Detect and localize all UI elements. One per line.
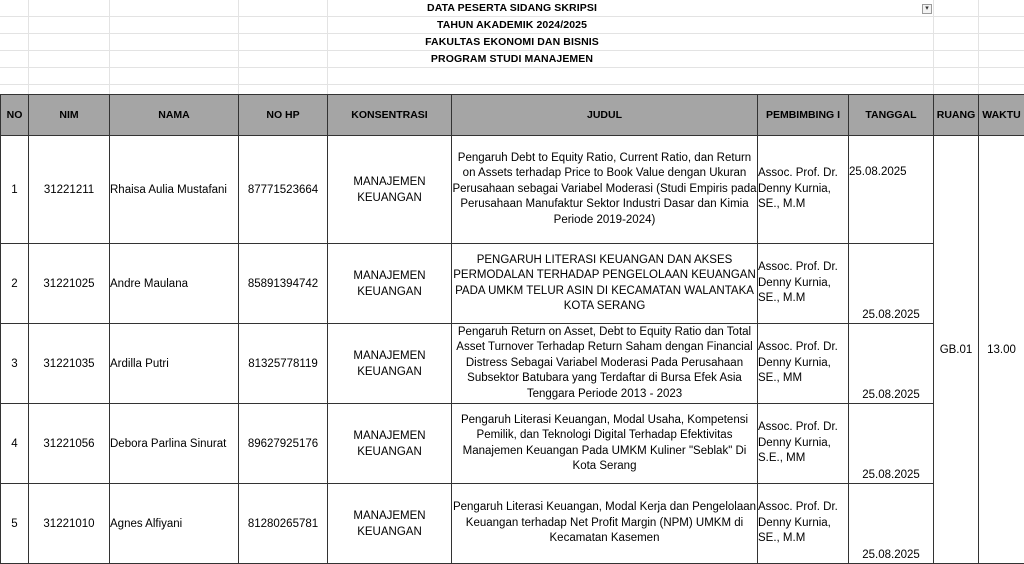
filter-dropdown-icon[interactable] [922,4,932,14]
cell-hp[interactable]: 85891394742 [239,244,328,324]
header-nama[interactable]: NAMA [110,95,239,136]
title-line-4: PROGRAM STUDI MANAJEMEN [0,51,1024,67]
cell-nim[interactable]: 31221056 [29,404,110,484]
cell-konsentrasi[interactable]: MANAJEMEN KEUANGAN [328,324,452,404]
cell-no[interactable]: 2 [1,244,29,324]
cell-konsentrasi[interactable]: MANAJEMEN KEUANGAN [328,484,452,564]
header-no[interactable]: NO [1,95,29,136]
cell-hp[interactable]: 89627925176 [239,404,328,484]
cell-konsentrasi[interactable]: MANAJEMEN KEUANGAN [328,404,452,484]
header-waktu[interactable]: WAKTU [979,95,1024,136]
cell-judul[interactable]: Pengaruh Return on Asset, Debt to Equity Ratio dan Total Asset Turnover Terhadap Return Saham dengan Financial Distress Sebagai Variabel Moderasi Pada Perusahaan Subsektor Batubara yang Terdaftar di Bursa Efek Asia Tenggara Periode 2013 - 2023 [452,324,758,404]
sheet-row [0,68,1024,85]
cell-nim[interactable]: 31221025 [29,244,110,324]
header-hp[interactable]: NO HP [239,95,328,136]
cell-no[interactable]: 4 [1,404,29,484]
cell-nama[interactable]: Agnes Alfiyani [110,484,239,564]
cell-nama[interactable]: Andre Maulana [110,244,239,324]
cell-pembimbing[interactable]: Assoc. Prof. Dr. Denny Kurnia, SE., M.M [758,136,849,244]
cell-tanggal[interactable]: 25.08.2025 [849,404,934,484]
cell-no[interactable]: 3 [1,324,29,404]
cell-judul[interactable]: Pengaruh Literasi Keuangan, Modal Usaha, Kompetensi Pemilik, dan Teknologi Digital Terhadap Efektivitas Manajemen Keuangan Pada UMKM Kuliner "Seblak" Di Kota Serang [452,404,758,484]
cell-hp[interactable]: 81280265781 [239,484,328,564]
cell-nama[interactable]: Rhaisa Aulia Mustafani [110,136,239,244]
cell-tanggal[interactable]: 25.08.2025 [849,484,934,564]
cell-hp[interactable]: 87771523664 [239,136,328,244]
cell-pembimbing[interactable]: Assoc. Prof. Dr. Denny Kurnia, SE., M.M [758,244,849,324]
cell-pembimbing[interactable]: Assoc. Prof. Dr. Denny Kurnia, S.E., MM [758,404,849,484]
title-line-1: DATA PESERTA SIDANG SKRIPSI [0,0,1024,16]
header-nim[interactable]: NIM [29,95,110,136]
title-line-2: TAHUN AKADEMIK 2024/2025 [0,17,1024,33]
participants-table [0,94,1024,564]
table-row [1,244,1024,324]
cell-konsentrasi[interactable]: MANAJEMEN KEUANGAN [328,136,452,244]
cell-konsentrasi[interactable]: MANAJEMEN KEUANGAN [328,244,452,324]
cell-nama[interactable]: Debora Parlina Sinurat [110,404,239,484]
cell-waktu[interactable]: 13.00 [979,136,1024,564]
table-row [1,324,1024,404]
cell-tanggal[interactable]: 25.08.2025 [849,244,934,324]
cell-nama[interactable]: Ardilla Putri [110,324,239,404]
header-konsentrasi[interactable]: KONSENTRASI [328,95,452,136]
cell-tanggal[interactable]: 25.08.2025 [849,324,934,404]
header-tanggal[interactable]: TANGGAL [849,95,934,136]
header-row [1,95,1024,136]
cell-judul[interactable]: Pengaruh Literasi Keuangan, Modal Kerja dan Pengelolaan Keuangan terhadap Net Profit Margin (NPM) UMKM di Kecamatan Kasemen [452,484,758,564]
table-row [1,404,1024,484]
header-ruang[interactable]: RUANG [934,95,979,136]
cell-tanggal[interactable]: 25.08.2025 [849,136,934,244]
header-pembimbing[interactable]: PEMBIMBING I [758,95,849,136]
header-judul[interactable]: JUDUL [452,95,758,136]
cell-no[interactable]: 5 [1,484,29,564]
cell-ruang[interactable]: GB.01 [934,136,979,564]
cell-pembimbing[interactable]: Assoc. Prof. Dr. Denny Kurnia, SE., MM [758,324,849,404]
cell-nim[interactable]: 31221010 [29,484,110,564]
title-line-3: FAKULTAS EKONOMI DAN BISNIS [0,34,1024,50]
cell-judul[interactable]: PENGARUH LITERASI KEUANGAN DAN AKSES PERMODALAN TERHADAP PENGELOLAAN KEUANGAN PADA UMKM TELUR ASIN DI KECAMATAN WALANTAKA KOTA SERANG [452,244,758,324]
cell-judul[interactable]: Pengaruh Debt to Equity Ratio, Current Ratio, dan Return on Assets terhadap Price to Book Value dengan Ukuran Perusahaan sebagai Variabel Moderasi (Studi Empiris pada Perusahaan Manufaktur Sektor Industri Dasar dan Kimia Periode 2019-2024) [452,136,758,244]
cell-pembimbing[interactable]: Assoc. Prof. Dr. Denny Kurnia, SE., M.M [758,484,849,564]
table-row [1,136,1024,244]
cell-hp[interactable]: 81325778119 [239,324,328,404]
cell-nim[interactable]: 31221211 [29,136,110,244]
cell-no[interactable]: 1 [1,136,29,244]
cell-nim[interactable]: 31221035 [29,324,110,404]
